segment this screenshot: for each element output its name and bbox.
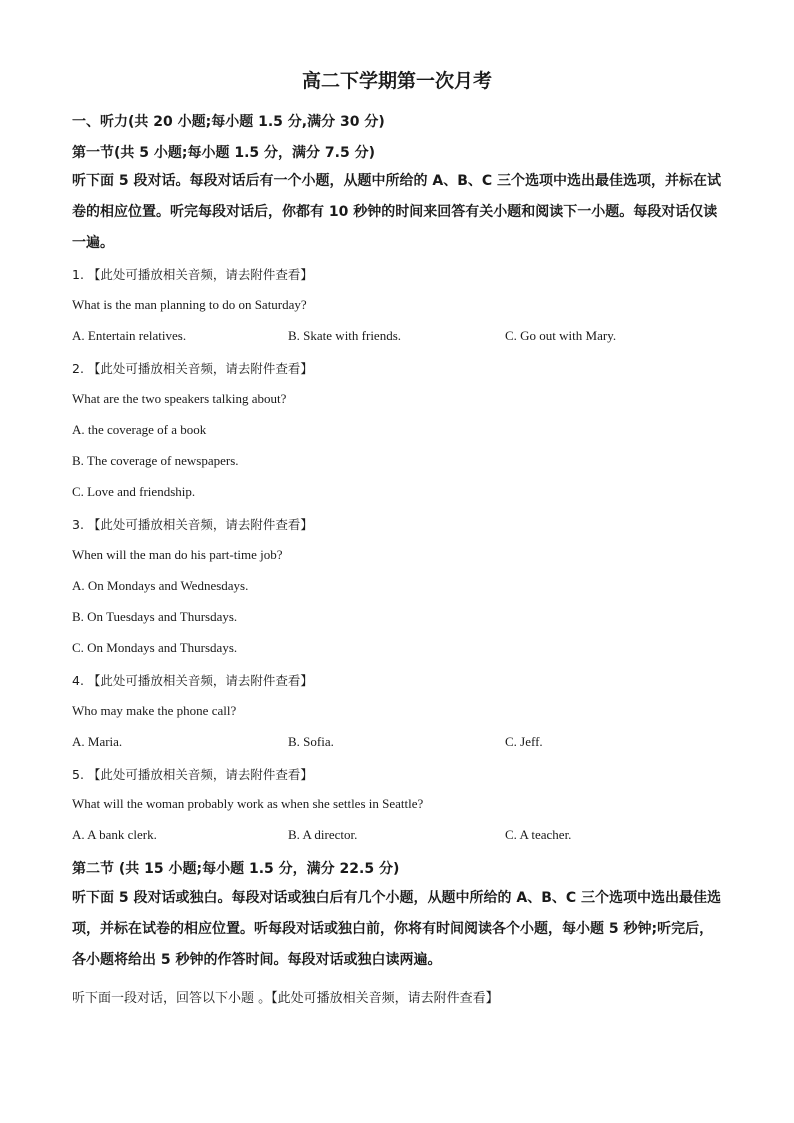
option-c[interactable]: C. Jeff. [505, 734, 543, 749]
page-title: 高二下学期第一次月考 [301, 70, 492, 92]
question-2-stem: What are the two speakers talking about? [72, 391, 287, 406]
option-b[interactable]: B. The coverage of newspapers. [72, 453, 239, 468]
option-c[interactable]: C. Go out with Mary. [505, 328, 617, 343]
option-a[interactable]: A. On Mondays and Wednesdays. [72, 578, 249, 593]
question-1-stem: What is the man planning to do on Saturday? [72, 297, 307, 312]
question-2-audio-link[interactable]: 2. 【此处可播放相关音频，请去附件查看】 [72, 361, 313, 376]
option-c[interactable]: C. Love and friendship. [72, 484, 196, 499]
question-3-stem: When will the man do his part-time job? [72, 547, 283, 562]
option-b[interactable]: B. Sofia. [288, 734, 334, 749]
question-5-audio-link[interactable]: 5. 【此处可播放相关音频，请去附件查看】 [72, 767, 313, 782]
option-a[interactable]: A. Maria. [72, 734, 123, 749]
option-a[interactable]: A. the coverage of a book [72, 422, 207, 437]
part1-instructions: 听下面 5 段对话。每段对话后有一个小题，从题中所给的 A、B、C 三个选项中选出最佳选项，并标在试卷的相应位置。听完每段对话后，你都有 10 秒钟的时间来回答有关小题和阅读下一小题。每段对话仅读一遍。 [72, 173, 722, 251]
part2-instructions: 听下面 5 段对话或独白。每段对话或独白后有几个小题，从题中所给的 A、B、C 三个选项中选出最佳选项，并标在试卷的相应位置。听每段对话或独白前，你将有时间阅读各个小题，每小题 5 秒钟;听完后，各小题将给出 5 秒钟的作答时间。每段对话或独白读两遍。 [72, 890, 722, 968]
question-1-options [72, 328, 732, 346]
option-b[interactable]: B. On Tuesdays and Thursdays. [72, 609, 238, 624]
option-c[interactable]: C. A teacher. [505, 827, 572, 842]
question-3-audio-link[interactable]: 3. 【此处可播放相关音频，请去附件查看】 [72, 517, 313, 532]
option-c[interactable]: C. On Mondays and Thursdays. [72, 640, 238, 655]
question-4-stem: Who may make the phone call? [72, 703, 237, 718]
part1-heading: 第一节(共 5 小题;每小题 1.5 分，满分 7.5 分) [72, 145, 375, 161]
option-a[interactable]: A. A bank clerk. [72, 827, 157, 842]
question-4-options [72, 734, 732, 752]
question-1-audio-link[interactable]: 1. 【此处可播放相关音频，请去附件查看】 [72, 267, 313, 282]
question-5-stem: What will the woman probably work as when she settles in Seattle? [72, 796, 424, 811]
part2-heading: 第二节 (共 15 小题;每小题 1.5 分，满分 22.5 分) [72, 861, 400, 877]
part2-audio-note[interactable]: 听下面一段对话，回答以下小题 。【此处可播放相关音频，请去附件查看】 [72, 991, 499, 1006]
question-5-options [72, 827, 732, 845]
option-a[interactable]: A. Entertain relatives. [72, 328, 187, 343]
question-4-audio-link[interactable]: 4. 【此处可播放相关音频，请去附件查看】 [72, 673, 313, 688]
option-b[interactable]: B. A director. [288, 827, 358, 842]
section-heading: 一、听力(共 20 小题;每小题 1.5 分,满分 30 分) [72, 114, 385, 130]
option-b[interactable]: B. Skate with friends. [288, 328, 402, 343]
